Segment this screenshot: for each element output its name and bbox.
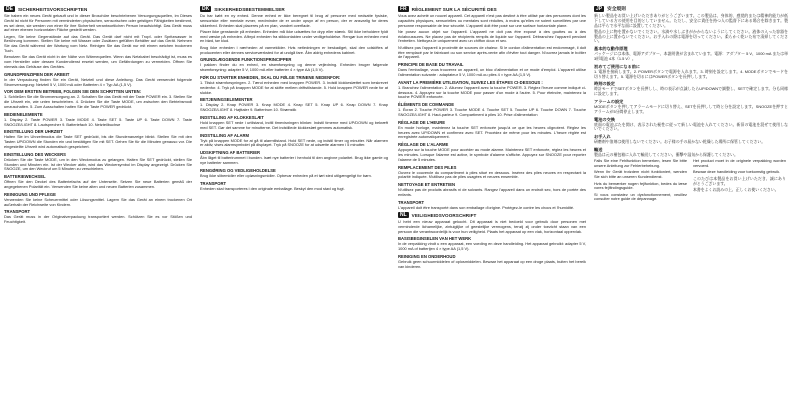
- notes-right: [693, 159, 786, 203]
- subheading: REINIGING EN ONDERHOUD: [398, 254, 456, 259]
- subheading: 電池の交換: [594, 116, 615, 122]
- paragraph: In de verpakking vindt u een apparaat, een voeding en deze handleiding. Het apparaat gebruikt: adapter 5 V, 1000 mA of batterijen 4 × type AA (1,5 V).: [398, 241, 586, 252]
- language-code-badge: DE: [6, 6, 13, 12]
- paragraph: Brug ikke slibemidler eller opløsningsmidler. Opbevar enheden på et tørt sted utilgængeligt for børn.: [200, 172, 372, 178]
- section-dk: [200, 6, 388, 191]
- subheading: RENGØRING OG VEDLIGEHOLDELSE: [200, 167, 276, 173]
- paragraph: Enheden skal transporteres i den originale emballage. Beskyt den mod stød og fugt.: [200, 185, 345, 191]
- paragraph: Placer ikke genstande på enheden. Enheden må ikke udsættes for dryp eller stænk. Stil ikke beholdere fyldt med væske på enheden. Afbryd enheden fra stikkontakten under vedligeholdelse. Rengør kun enheden med en blød, tør klud.: [200, 28, 388, 44]
- subheading: BEDIENELEMENTE: [4, 111, 43, 117]
- section-header: [200, 6, 388, 12]
- paragraph: 1. Écran 2. Touche POWER 3. Touche MODE 4. Touche SET 5. Touche UP 6. Touche DOWN 7. Touche SNOOZE/LIGHT 8. Haut-parleur 9. Compartiment à piles 10. Prise d'alimentation: [398, 107, 586, 117]
- note-paragraph: Wenn Ihr Gerät trotzdem nicht funktioniert, wenden Sie sich bitte an unseren Kundendienst.: [594, 169, 687, 180]
- subheading: EINSTELLUNG DER UHRZEIT: [4, 129, 63, 135]
- paragraph: N'utilisez pas l'appareil à proximité de sources de chaleur. Si le cordon d'alimentation est endommagé, il doit être remplacé par le fabricant ou son service après-vente afin d'éviter tout danger. N'ouvrez jamais le boîtier de l'appareil.: [398, 44, 586, 60]
- subheading: 輸送: [594, 147, 603, 153]
- note-paragraph: 本書をよくお読みの上、正しくお使いください。: [693, 186, 779, 192]
- two-column-notes: [594, 159, 788, 203]
- section-header: [398, 6, 586, 12]
- column-4: [594, 6, 788, 398]
- paragraph: Dans l'emballage, vous trouverez un appareil, un bloc d'alimentation et ce mode d'emploi. L'appareil utilise l'alimentation suivante : adaptateur 5 V, 1000 mA ou piles 4 × type AA (1,5 V).: [398, 67, 586, 77]
- paragraph: Brug ikke enheden i nærheden af varmekilder. Hvis netledningen er beskadiget, skal den udskiftes af producenten eller dennes serviceværksted for at undgå fare. Åbn aldrig enhedens kabinet.: [200, 44, 388, 55]
- paragraph: MODEボタンを押してアラームモードに切り替え、SETを長押しして時と分を設定します。SNOOZEを押すとアラームが5分間停止します。: [594, 104, 788, 114]
- subheading: REMPLACEMENT DES PILES: [398, 164, 457, 170]
- language-code-badge: JP: [596, 6, 603, 12]
- paragraph: 1. Display 2. Knap POWER 3. Knap MODE 4. Knap SET 5. Knap UP 6. Knap DOWN 7. Knap SNOOZE/LIGHT 8. Højttaler 9. Batterirum 10. Strømstik: [200, 102, 388, 113]
- paragraph: パッケージには本体、電源アダプター、本説明書が含まれています。電源：アダプター 5 V、1000 mA または単3形電池 4本（1.5 V）。: [594, 51, 788, 62]
- paragraph: I pakken finder du en enhed, en strømforsyning og denne vejledning. Enheden bruger følgende strømforsyning: adapter 5 V, 1000 mA eller batterier 4 × type AA (1,5 V).: [200, 62, 388, 73]
- paragraph: 1. Branchez l'alimentation. 2. Allumez l'appareil avec la touche POWER. 3. Réglez l'heure comme indiqué ci-dessous. 4. Appuyez sur la touche MODE pour passer d'un mode à l'autre. 5. Pour éteindre, maintenez la touche POWER enfoncée.: [398, 84, 586, 100]
- subheading: 時刻の設定: [594, 81, 615, 87]
- subheading: BETJENINGSELEMENTER: [200, 97, 253, 103]
- paragraph: 製品は元の梱包箱に入れて輸送してください。衝撃や湿気から保護してください。: [594, 152, 738, 158]
- paragraph: Ne posez aucun objet sur l'appareil. L'appareil ne doit pas être exposé à des gouttes ou à des éclaboussures. Ne placez pas de récipients remplis de liquide sur l'appareil. Débranchez l'appareil pendant l'entretien. Nettoyez-le uniquement avec un chiffon doux et sec.: [398, 28, 586, 44]
- paragraph: 時計モードでSETボタンを長押しし、時の表示が点滅したらUP/DOWNで調整し、SETで確定します。分も同様に設定します。: [594, 86, 788, 97]
- subheading: UDSKIFTNING AF BATTERIER: [200, 150, 261, 156]
- paragraph: Halten Sie im Uhrzeitmodus die Taste SET gedrückt, bis die Stundenanzeige blinkt. Stellen Sie mit den Tasten UP/DOWN die Stunden ein und bestätigen Sie mit SET. Gehen Sie für die Minuten genauso vor. Die eingestellte Uhrzeit wird automatisch gespeichert.: [4, 134, 192, 149]
- paragraph: Ouvrez le couvercle du compartiment à piles situé en dessous. Insérez des piles neuves en respectant la polarité indiquée. N'utilisez pas de piles usagées et neuves ensemble.: [398, 169, 586, 180]
- subheading: 初めてご使用になる前に: [594, 63, 641, 69]
- subheading: GRUNDLÆGGENDE FUNKTIONSPRINCIPPER: [200, 57, 292, 63]
- section-jp: [594, 6, 788, 158]
- paragraph: Du har købt en ny enhed. Denne enhed er ikke beregnet til brug af personer med nedsatte fysiske, sensoriske eller mentale evner, medmindre de er under opsyn af en person, der er ansvarlig for deres sikkerhed. Enheden skal placeres på en plan, vandret overflade.: [200, 13, 388, 28]
- paragraph: Benutzen Sie das Gerät nicht in der Nähe von Wärmequellen. Wenn das Netzkabel beschädigt ist, muss es vom Hersteller oder dessen Kundendienst ersetzt werden, um Gefährdungen zu vermeiden. Öffnen Sie niemals das Gehäuse des Gerätes.: [4, 54, 192, 69]
- paragraph: Tryk på knappen MODE for at gå til alarmtilstand. Hold SET nede, og indstil timer og minutter. Når alarmen er aktiv, vises alarmsymbolet på displayet. Tryk på SNOOZE for at udsætte alarmen i 5 minutter.: [200, 137, 388, 148]
- column-2: [200, 6, 388, 398]
- column-1: [4, 6, 192, 398]
- paragraph: Verwenden Sie keine Scheuermittel oder Lösungsmittel. Lagern Sie das Gerät an einem trockenen Ort außerhalb der Reichweite von Kindern.: [4, 196, 192, 207]
- section-de: [4, 6, 192, 225]
- note-paragraph: Het product moet in de originele verpakking worden vervoerd.: [693, 158, 786, 169]
- note-paragraph: Hvis du bemærker nogen fejlfunktion, bedes du læse vores fejlfindingsguide.: [594, 180, 687, 191]
- paragraph: 1. Display 2. Taste POWER 3. Taste MODE 4. Taste SET 5. Taste UP 6. Taste DOWN 7. Taste SNOOZE/LIGHT 8. Lautsprecher 9. Batteriefach 10. Netzteilbuchse: [4, 116, 192, 127]
- section-header: [4, 6, 192, 12]
- paragraph: L'appareil doit être transporté dans son emballage d'origine. Protégez-le contre les chocs et l'humidité.: [398, 204, 575, 210]
- language-code-badge: NL: [400, 212, 407, 219]
- note-paragraph: Falls Sie eine Fehlfunktion bemerken, lesen Sie bitte unsere Anleitung zur Fehlerbehebung.: [594, 158, 687, 169]
- subheading: RÉGLAGE DE L'HEURE: [398, 119, 446, 125]
- subheading: FØR DU STARTER ENHEDEN, SKAL DU FØLGE TRINENE NEDENFOR:: [200, 74, 341, 80]
- subheading: AVANT LA PREMIÈRE UTILISATION, SUIVEZ LES ÉTAPES CI-DESSOUS :: [398, 79, 543, 85]
- section-title: 安全規則: [607, 6, 626, 11]
- subheading: NETTOYAGE ET ENTRETIEN: [398, 182, 456, 188]
- paragraph: Legen, Sie keine Gegenstände auf das Gerät. Das Gerät darf nicht mit Tropf- oder Spritzwasser in Berührung kommen. Stellen Sie keine mit Wasser oder Zusätzen gefüllten Behälter auf das Gerät. Nehmen Sie das Gerät während der Wartung vom Netz. Reinigen Sie das Gerät nur mit einem weichen trockenen Tuch.: [4, 33, 192, 54]
- paragraph: Hold knappen SET nede i urtilstand, indtil timevisningen blinker. Indstil timerne med UP/DOWN og bekræft med SET. Gør det samme for minutterne. Det indstillede klokkeslæt gemmes automatisk.: [200, 119, 388, 130]
- subheading: BATTERIEWECHSEL: [4, 174, 46, 180]
- paragraph: Vous avez acheté un nouvel appareil. Cet appareil n'est pas destiné à être utilisé par des personnes dont les capacités physiques, sensorielles ou mentales sont réduites, à moins qu'elles ne soient surveillées par une personne responsable de leur sécurité. L'appareil doit être posé sur une surface horizontale plane.: [398, 13, 586, 28]
- paragraph: 1. 電源を接続します。2. POWERボタンで電源を入れます。3. 時刻を設定します。4. MODEボタンでモードを切り替えます。5. 電源を切るにはPOWERボタンを長押しします。: [594, 68, 788, 79]
- subheading: TRANSPORT: [4, 209, 31, 215]
- subheading: INDSTILLING AF ALARM: [200, 132, 250, 138]
- paragraph: En mode horloge, maintenez la touche SET enfoncée jusqu'à ce que les heures clignotent. Réglez les heures avec UP/DOWN et confirmez avec SET. Procédez de même pour les minutes. L'heure réglée est enregistrée automatiquement.: [398, 124, 586, 140]
- subheading: EINSTELLUNG DES WECKERS: [4, 151, 66, 157]
- paragraph: 製品の上に物を置かないでください。水滴や水しぶきがかからないようにしてください。液体の入った容器を製品の上に置かないでください。お手入れの際は電源を切ってください。柔らかく乾いた布で清掃してください。: [594, 28, 788, 44]
- subheading: RÉGLAGE DE L'ALARME: [398, 142, 449, 148]
- note-paragraph: Bewaar deze handleiding voor toekomstig gebruik.: [693, 169, 781, 175]
- paragraph: 研磨剤や溶剤は使用しないでください。お子様の手の届かない乾燥した場所に保管してください。: [594, 139, 766, 145]
- subheading: VOR DEM ERSTEN BETRIEB, FOLGEN SIE DEN SCHRITTEN UNTEN:: [4, 89, 142, 95]
- section-header: [398, 212, 586, 218]
- subheading: TRANSPORT: [200, 180, 227, 186]
- section-fr: [398, 6, 586, 211]
- subheading: INDSTILLING AF KLOKKESLÆT: [200, 114, 264, 120]
- paragraph: In der Verpackung finden Sie ein Gerät, Netzteil und diese Anleitung. Das Gerät verwendet folgende Stromversorgung: Netzteil 5 V, 1000 mA oder Batterien 4 × Typ AA (1,5 V).: [4, 76, 192, 87]
- paragraph: Drücken Sie die Taste MODE, um in den Weckmodus zu gelangen. Halten Sie SET gedrückt, stellen Sie Stunden und Minuten ein. Ist der Wecker aktiv, wird das Weckersymbol im Display angezeigt. Drücken Sie SNOOZE, um den Weckruf um 5 Minuten zu verschieben.: [4, 156, 192, 172]
- subheading: REINIGUNG UND PFLEGE: [4, 191, 56, 197]
- paragraph: U hebt een nieuw apparaat gekocht. Dit apparaat is niet bedoeld voor gebruik door personen met verminderde lichamelijke, zintuiglijke of geestelijke vermogens, tenzij zij onder toezicht staan van een persoon die verantwoordelijk is voor hun veiligheid. Plaats het apparaat op een vlak, horizontaal oppervlak.: [398, 219, 586, 234]
- section-title: VEILIGHEIDSVOORSCHRIFT: [411, 212, 477, 218]
- subheading: PRINCIPE DE BASE DU TRAVAIL: [398, 62, 464, 68]
- notes-left: [594, 159, 687, 203]
- paragraph: Öffnen Sie den Deckel des Batteriefachs auf der Unterseite. Setzen Sie neue Batterien gemäß der angegebenen Polarität ein. Verwenden Sie keine alten und neuen Batterien zusammen.: [4, 179, 192, 189]
- section-header: [594, 6, 788, 12]
- note-paragraph: Si vous constatez un dysfonctionnement, veuillez consulter notre guide de dépannage.: [594, 191, 687, 202]
- section-title: SIKKERHEDSBESTEMMELSER: [214, 6, 285, 12]
- subheading: 基本的な動作原理: [594, 46, 628, 52]
- paragraph: Das Gerät muss in der Originalverpackung transportiert werden. Schützen Sie es vor Stößen und Feuchtigkeit.: [4, 214, 192, 225]
- language-code-badge: FR: [400, 6, 407, 12]
- column-3: [398, 6, 586, 398]
- subheading: お手入れ: [594, 134, 611, 140]
- section-notes: [594, 159, 788, 203]
- paragraph: 1. Tilslut strømforsyningen. 2. Tænd enheden med knappen POWER. 3. Indstil klokkeslættet som beskrevet nedenfor. 4. Tryk på knappen MODE for at skifte mellem driftstilstande. 5. Hold knappen POWER nede for at slukke.: [200, 79, 388, 95]
- paragraph: N'utilisez pas de produits abrasifs ni de solvants. Rangez l'appareil dans un endroit sec, hors de portée des enfants.: [398, 187, 586, 197]
- subheading: GRUNDPRINZIPIEN DER ARBEIT: [4, 71, 70, 77]
- subheading: TRANSPORT: [398, 199, 425, 205]
- subheading: BASISBEGINSELEN VAN HET WERK: [398, 236, 472, 242]
- paragraph: Gebruik geen schuurmiddelen of oplosmiddelen. Bewaar het apparaat op een droge plaats, buiten het bereik van kinderen.: [398, 259, 586, 269]
- paragraph: 新しい製品をお買い上げいただきありがとうございます。この製品は、身体的、感覚的または精神的能力が低下している方の使用を目的としていません。ただし、安全に責任を持つ人の監督下にある場合を除きます。製品は平らで水平な面に設置してください。: [594, 13, 788, 28]
- note-paragraph: このたびは本製品をお買い上げいただき、誠にありがとうございます。: [693, 175, 786, 186]
- paragraph: 底面の電池ぶたを開け、表示された極性に従って新しい電池を入れてください。新旧の電池を混ぜて使用しないでください。: [594, 121, 788, 132]
- paragraph: Appuyez sur la touche MODE pour accéder au mode alarme. Maintenez SET enfoncée, réglez les heures et les minutes. Lorsque l'alarme est active, le symbole d'alarme s'affiche. Appuyez sur SNOOZE pour reporter l'alarme de 5 minutes.: [398, 147, 586, 162]
- section-nl: [398, 212, 586, 270]
- paragraph: Åbn låget til batterirummet i bunden. Isæt nye batterier i henhold til den angivne polaritet. Brug ikke gamle og nye batterier sammen.: [200, 155, 388, 165]
- language-code-badge: DK: [202, 6, 210, 12]
- paragraph: Sie haben ein neues Gerät gekauft und in dieser Broschüre beschriebenen Versorgungsquellen, im Dieses Gerät ist nicht für Personen mit verminderten physischen, sensorischen oder geistigen Fähigkeiten bestimmt, es sei denn, sie werden von einer für ihre Sicherheit verantwortlichen Person beaufsichtigt. Das Gerät muss auf einer ebenen horizontalen Fläche gestellt werden.: [4, 13, 192, 33]
- subheading: アラームの設定: [594, 99, 624, 105]
- section-title: RÈGLEMENT SUR LA SÉCURITÉ DES: [411, 6, 497, 12]
- paragraph: 1. Schließen Sie die Stromversorgung an. 2. Schalten Sie das Gerät mit der Taste POWER ein. 3. Stellen Sie die Uhrzeit ein, wie unten beschrieben. 4. Drücken Sie die Taste MODE, um zwischen den Betriebsmodi umzuschalten. 5. Zum Ausschalten halten Sie die Taste POWER gedrückt.: [4, 94, 192, 109]
- subheading: ÉLÉMENTS DE COMMANDE: [398, 102, 455, 108]
- section-title: SICHERHEITSVORSCHRIFTEN: [17, 6, 88, 12]
